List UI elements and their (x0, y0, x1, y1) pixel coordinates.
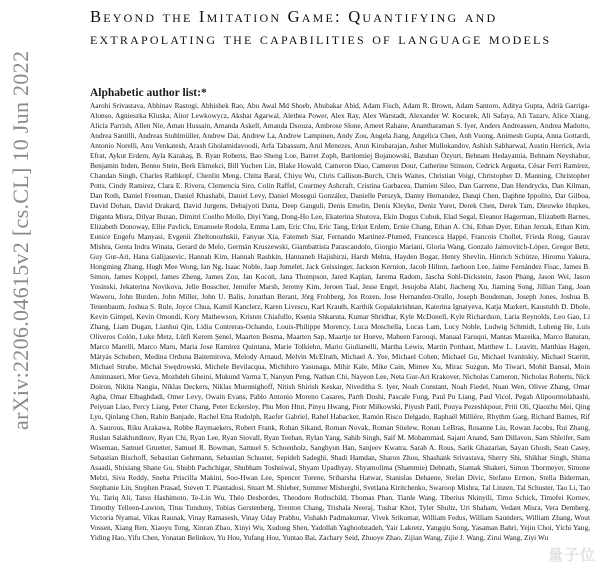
paper-title: Beyond the Imitation Game: Quantifying and extrapolating the capabilities of language models (90, 7, 552, 48)
author-list: Aarohi Srivastava, Abhinav Rastogi, Abhishek Rao, Abu Awal Md Shoeb, Abubakar Abid, Adam Fisch, Adam R. Brown, Adam Santoro, Aditya Gupta, Adrià Garriga-Alonso, Agnieszka Kluska, Aitor Lewkowycz, Akshat Agarwal, Alethea Power, Alex Ray, Alex Warstadt, Alexander W. Kocurek, Ali Safaya, Ali Tazarv, Alice Xiang, Alicia Parrish, Allen Nie, Aman Hussain, Amanda Askell, Amanda Dsouza, Ambrose Slone, Ameet Rahane, Anantharaman S. Iyer, Anders Andreassen, Andrea Madotto, Andrea Santilli, Andreas Stuhlmüller, Andrew Dai, Andrew La, Andrew Lampinen, Andy Zou, Angela Jiang, Angelica Chen, Anh Vuong, Animesh Gupta, Anna Gottardi, Antonio Norelli, Anu Venkatesh, Arash Gholamidavoodi, Arfa Tabassum, Arul Menezes, Arun Kirubarajan, Asher Mullokandov, Ashish Sabharwal, Austin Herrick, Avia Efrat, Aykut Erdem, Ayla Karakaş, B. Ryan Roberts, Bao Sheng Loe, Barret Zoph, Bartłomiej Bojanowski, Batuhan Özyurt, Behnam Hedayatnia, Behnam Neyshabur, Benjamin Inden, Benno Stein, Berk Ekmekci, Bill Yuchen Lin, Blake Howald, Cameron Diao, Cameron Dour, Catherine Stinson, Cedrick Argueta, César Ferri Ramírez, Chandan Singh, Charles Rathkopf, Chenlin Meng, Chitta Baral, Chiyu Wu, Chris Callison-Burch, Chris Waites, Christian Voigt, Christopher D. Manning, Christopher Potts, Cindy Ramirez, Clara E. Rivera, Clemencia Siro, Colin Raffel, Courtney Ashcraft, Cristina Garbacea, Damien Sileo, Dan Garrette, Dan Hendrycks, Dan Kilman, Dan Roth, Daniel Freeman, Daniel Khashabi, Daniel Levy, Daniel Moseguí González, Danielle Perszyk, Danny Hernandez, Danqi Chen, Daphne Ippolito, Dar Gilboa, David Dohan, David Drakard, David Jurgens, Debajyoti Datta, Deep Ganguli, Denis Emelin, Denis Kleyko, Deniz Yuret, Derek Chen, Derek Tam, Dieuwke Hupkes, Diganta Misra, Dilyar Buzan, Dimitri Coelho Mollo, Diyi Yang, Dong-Ho Lee, Ekaterina Shutova, Ekin Dogus Cubuk, Elad Segal, Eleanor Hagerman, Elizabeth Barnes, Elizabeth Donoway, Ellie Pavlick, Emanuele Rodola, Emma Lam, Eric Chu, Eric Tang, Erkut Erdem, Ernie Chang, Ethan A. Chi, Ethan Dyer, Ethan Jerzak, Ethan Kim, Eunice Engefu Manyasi, Evgenii Zheltonozhskii, Fanyue Xia, Fatemeh Siar, Fernando Martínez-Plumed, Francesca Happé, Francois Chollet, Frieda Rong, Gaurav Mishra, Genta Indra Winata, Gerard de Melo, Germán Kruszewski, Giambattista Parascandolo, Giorgio Mariani, Gloria Wang, Gonzalo Jaimovitch-López, Gregor Betz, Guy Gur-Ari, Hana Galijasevic, Hannah Kim, Hannah Rashkin, Hannaneh Hajishirzi, Harsh Mehta, Hayden Bogar, Henry Shevlin, Hinrich Schütze, Hiromu Yakura, Hongming Zhang, Hugh Mee Wong, Ian Ng, Isaac Noble, Jaap Jumelet, Jack Geissinger, Jackson Kernion, Jacob Hilton, Jaehoon Lee, Jaime Fernández Fisac, James B. Simon, James Koppel, James Zheng, James Zou, Jan Kocoń, Jana Thompson, Jared Kaplan, Jarema Radom, Jascha Sohl-Dickstein, Jason Phang, Jason Wei, Jason Yosinski, Jekaterina Novikova, Jelle Bosscher, Jennifer Marsh, Jeremy Kim, Jeroen Taal, Jesse Engel, Jesujoba Alabi, Jiacheng Xu, Jiaming Song, Jillian Tang, Joan Waweru, John Burden, John Miller, John U. Balis, Jonathan Berant, Jörg Frohberg, Jos Rozen, Jose Hernandez-Orallo, Joseph Boudeman, Joseph Jones, Joshua B. Tenenbaum, Joshua S. Rule, Joyce Chua, Kamil Kanclerz, Karen Livescu, Karl Krauth, Karthik Gopalakrishnan, Katerina Ignatyeva, Katja Markert, Kaustubh D. Dhole, Kevin Gimpel, Kevin Omondi, Kory Mathewson, Kristen Chiafullo, Ksenia Shkaruta, Kumar Shridhar, Kyle McDonell, Kyle Richardson, Laria Reynolds, Leo Gao, Li Zhang, Liam Dugan, Lianhui Qin, Lidia Contreras-Ochando, Louis-Philippe Morency, Luca Moschella, Lucas Lam, Lucy Noble, Ludwig Schmidt, Luheng He, Luis Oliveros Colón, Luke Metz, Lütfi Kerem Şenel, Maarten Bosma, Maarten Sap, Maartje ter Hoeve, Maheen Farooqi, Manaal Faruqui, Mantas Mazeika, Marco Baturan, Marco Marelli, Marco Maru, Maria Jose Ramírez Quintana, Marie Tolkiehn, Mario Giulianelli, Martha Lewis, Martin Potthast, Matthew L. Leavitt, Matthias Hagen, Mátyás Schubert, Medina Orduna Baitemirova, Melody Arnaud, Melvin McElrath, Michael A. Yee, Michael Cohen, Michael Gu, Michael Ivanitskiy, Michael Starritt, Michael Strube, Michał Swędrowski, Michele Bevilacqua, Michihiro Yasunaga, Mihir Kale, Mike Cain, Mimee Xu, Mirac Suzgun, Mo Tiwari, Mohit Bansal, Moin Aminnaseri, Mor Geva, Mozhdeh Gheini, Mukund Varma T, Nanyun Peng, Nathan Chi, Nayeon Lee, Neta Gur-Ari Krakover, Nicholas Cameron, Nicholas Roberts, Nick Doiron, Nikita Nangia, Niklas Deckers, Niklas Muennighoff, Nitish Shirish Keskar, Niveditha S. Iyer, Noah Constant, Noah Fiedel, Nuan Wen, Oliver Zhang, Omar Agha, Omar Elbaghdadi, Omer Levy, Owain Evans, Pablo Antonio Moreno Casares, Parth Doshi, Pascale Fung, Paul Pu Liang, Paul Vicol, Pegah Alipoormolabashi, Peiyuan Liao, Percy Liang, Peter Chang, Peter Eckersley, Phu Mon Htut, Pinyu Hwang, Piotr Miłkowski, Piyush Patil, Pouya Pezeshkpour, Priti Oli, Qiaozhu Mei, Qing Lyu, Qinlang Chen, Rabin Banjade, Rachel Etta Rudolph, Raefer Gabriel, Rahel Habacker, Ramón Risco Delgado, Raphaël Millière, Rhythm Garg, Richard Barnes, Rif A. Saurous, Riku Arakawa, Robbe Raymaekers, Robert Frank, Rohan Sikand, Roman Novak, Roman Sitelew, Ronan LeBras, Rosanne Liu, Rowan Jacobs, Rui Zhang, Ruslan Salakhutdinov, Ryan Chi, Ryan Lee, Ryan Stovall, Ryan Teehan, Rylan Yang, Sahib Singh, Saif M. Mohammad, Sajant Anand, Sam Dillavou, Sam Shleifer, Sam Wiseman, Samuel Gruetter, Samuel R. Bowman, Samuel S. Schoenholz, Sanghyun Han, Sanjeev Kwatra, Sarah A. Rous, Sarik Ghazarian, Sayan Ghosh, Sean Casey, Sebastian Bischoff, Sebastian Gehrmann, Sebastian Schuster, Sepideh Sadeghi, Shadi Hamdan, Sharon Zhou, Shashank Srivastava, Sherry Shi, Shikhar Singh, Shima Asaadi, Shixiang Shane Gu, Shubh Pachchigar, Shubham Toshniwal, Shyam Upadhyay, Shyamolima (Shammie) Debnath, Siamak Shakeri, Simon Thormeyer, Simone Melzi, Siva Reddy, Sneha Priscilla Makini, Soo-Hwan Lee, Spencer Torene, Sriharsha Hatwar, Stanislas Dehaene, Stefan Divic, Stefano Ermon, Stella Biderman, Stephanie Lin, Stephen Prasad, Steven T. Piantadosi, Stuart M. Shieber, Summer Misherghi, Svetlana Kiritchenko, Swaroop Mishra, Tal Linzen, Tal Schuster, Tao Li, Tao Yu, Tariq Ali, Tatsu Hashimoto, Te-Lin Wu, Théo Desbordes, Theodore Rothschild, Thomas Phan, Tianle Wang, Tiberius Nkinyili, Timo Schick, Timofei Kornev, Timothy Telleen-Lawton, Titus Tunduny, Tobias Gerstenberg, Trenton Chang, Trishala Neeraj, Tushar Khot, Tyler Shultz, Uri Shaham, Vedant Misra, Vera Demberg, Victoria Nyamai, Vikas Raunak, Vinay Ramasesh, Vinay Uday Prabhu, Vishakh Padmakumar, Vivek Srikumar, William Fedus, William Saunders, William Zhang, Wout Vossen, Xiang Ren, Xiaoyu Tong, Xinran Zhao, Xinyi Wu, Xudong Shen, Yadollah Yaghoobzadeh, Yair Lakretz, Yangqiu Song, Yasaman Bahri, Yejin Choi, Yichi Yang, Yiding Hao, Yifu Chen, Yonatan Belinkov, Yu Hou, Yufang Hou, Yuntao Bai, Zachary Seid, Zhuoye Zhao, Zijian Wang, Zijie J. Wang, Zirui Wang, Ziyi Wu (90, 101, 590, 543)
arxiv-identifier[interactable]: arXiv:2206.04615v2 [cs.CL] 10 Jun 2022 (8, 50, 33, 430)
watermark-logo: 量子位 (547, 547, 596, 564)
authors-heading: Alphabetic author list:* (90, 87, 207, 99)
